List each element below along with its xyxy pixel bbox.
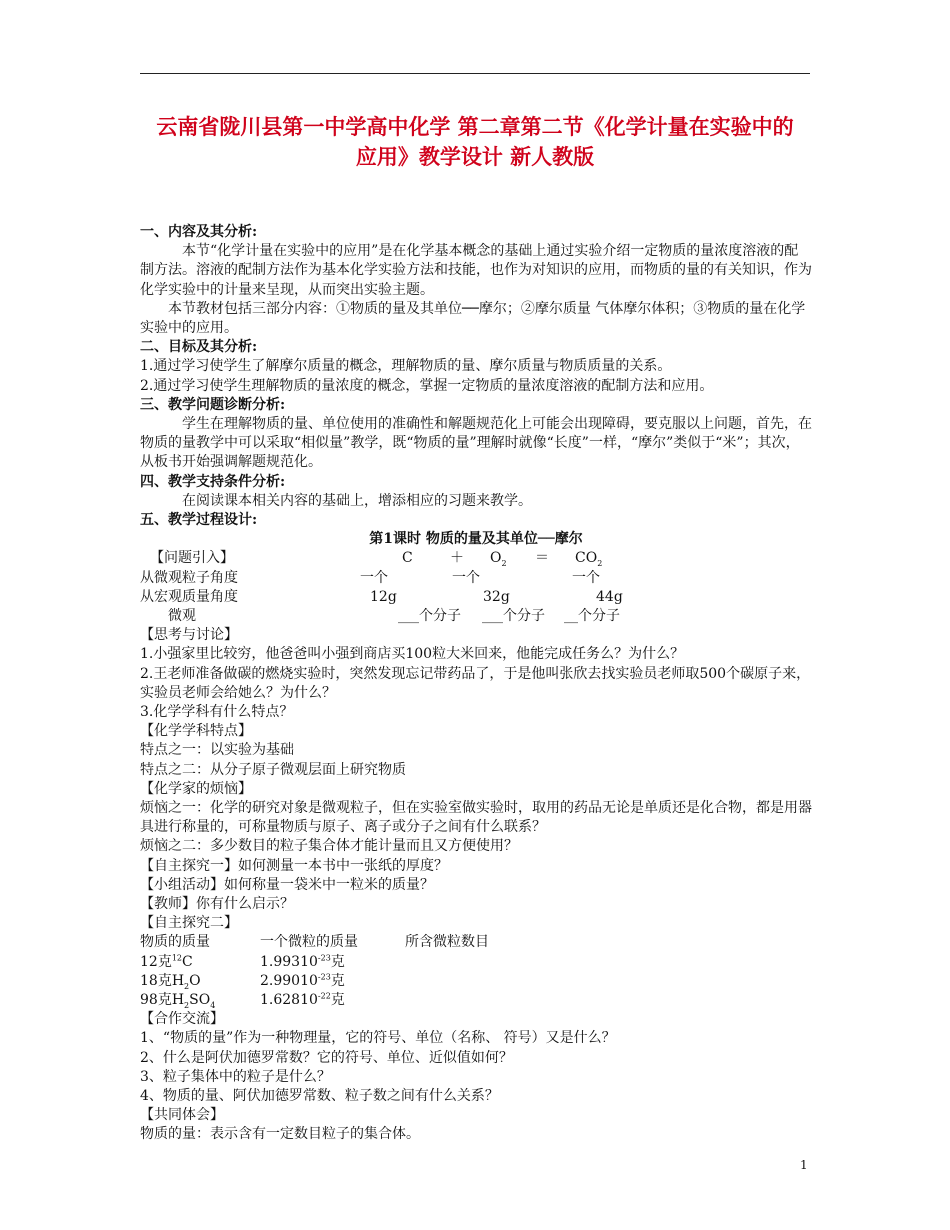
micro-row [140,569,812,588]
equation-row [140,549,812,568]
page-number: 1 [800,1158,808,1172]
table-header-particle-count: 所含微粒数目 [405,934,489,951]
section-1-paragraph-1: 本节“化学计量在实验中的应用”是在化学基本概念的基础上通过实验介绍一定物质的量浓度溶液的配制方法。溶液的配制方法作为基本化学实验方法和技能，也作为对知识的应用，而物质的量的有关知识，作为化学实验中的计量来呈现，从而突出实验主题。 [140,243,812,298]
cooperate-q2: 2、什么是阿伏加德罗常数？它的符号、单位、近似值如何？ [140,1049,513,1066]
micro-count-o2: ___个分子 [482,608,545,625]
table-row [140,953,812,972]
discussion-q3: 3.化学学科有什么特点？ [140,704,294,721]
micro-count-c: ___个分子 [398,608,461,625]
cooperate-q3: 3、粒子集体中的粒子是什么？ [140,1068,331,1085]
trouble-1: 烦恼之一：化学的研究对象是微观粒子，但在实验室做实验时，取用的药品无论是单质还是化合物，都是用器具进行称量的，可称量物质与原子、离子或分子之间有什么联系？ [140,800,812,836]
section-2-heading: 二、目标及其分析: [140,339,258,356]
summary-definition: 物质的量：表示含有一定数目粒子的集合体。 [140,1126,420,1143]
micro-count-row [140,607,812,626]
cooperate-q4: 4、物质的量、阿伏加德罗常数、粒子数之间有什么关系？ [140,1088,499,1105]
cooperate-heading: 【合作交流】 [140,1011,224,1028]
discussion-q2: 2.王老师准备做碳的燃烧实验时，突然发现忘记带药品了，于是他叫张欣去找实验员老师取500个碳原子来，实验员老师会给她么？为什么？ [140,665,811,701]
explore-2: 【自主探究二】 [140,915,238,932]
trouble-2: 烦恼之二：多少数目的粒子集合体才能计量而且又方便使用？ [140,838,518,855]
equation-co2: $CO_2$ [575,550,603,569]
section-3-paragraph: 学生在理解物质的量、单位使用的准确性和解题规范化上可能会出现障碍，要克服以上问题，首先，在物质的量教学中可以采取“相似量”教学，既“物质的量”理解时就像“长度”一样，“摩尔”类似于“米”；其次，从板书开始强调解题规范化。 [140,416,812,471]
equation-c: C [402,550,413,567]
table-row-2-mass: $2.99010^{-23}$克 [260,972,345,989]
summary-heading: 【共同体会】 [140,1107,224,1124]
section-1-heading: 一、内容及其分析: [140,224,258,240]
table-row-1-substance: 12克$^{12}$C [140,952,193,970]
macro-co2: 44g [596,588,623,605]
macro-label: 从宏观质量角度 [140,588,238,605]
goal-item-2: 2.通过学习使学生理解物质的量浓度的概念，掌握一定物质的量浓度溶液的配制方法和应用。 [140,377,714,394]
section-4-paragraph: 在阅读课本相关内容的基础上，增添相应的习题来教学。 [182,492,532,509]
title-line-1: 云南省陇川县第一中学高中化学 第二章第二节《化学计量在实验中的 [156,114,794,139]
discussion-heading: 【思考与讨论】 [140,627,238,644]
goal-item-1: 1.通过学习使学生了解摩尔质量的概念，理解物质的量、摩尔质量与物质质量的关系。 [140,358,672,375]
micro-count-co2: __个分子 [564,608,620,625]
document-body [140,223,812,1145]
cooperate-q1: 1、“物质的量”作为一种物理量，它的符号、单位（名称、 符号）又是什么？ [140,1030,616,1047]
section-5-heading: 五、教学过程设计: [140,512,258,529]
table-row [140,991,812,1010]
question-intro-label: 【问题引入】 [150,550,234,567]
document-title [140,112,810,172]
section-1-paragraph-2: 本节教材包括三部分内容：①物质的量及其单位──摩尔；②摩尔质量 气体摩尔体积；③物质的量在化学实验中的应用。 [140,300,806,337]
teacher-prompt: 【教师】你有什么启示？ [140,896,294,913]
table-header-mass: 物质的质量 [140,934,210,951]
section-3-heading: 三、教学问题诊断分析: [140,396,286,413]
macro-row [140,588,812,607]
macro-o2: 32g [483,588,510,605]
table-row-2-substance: 18克$H_2O$ [140,972,201,991]
section-4-heading: 四、教学支持条件分析: [140,473,286,490]
discussion-q1: 1.小强家里比较穷，他爸爸叫小强到商店买100粒大米回来，他能完成任务么？为什么？ [140,646,685,663]
table-row [140,972,812,991]
macro-c: 12g [370,588,397,605]
feature-2: 特点之二：从分子原子微观层面上研究物质 [140,761,406,778]
equation-o2: $O_2$ [490,550,507,569]
micro-o2: 一个 [452,569,480,586]
features-heading: 【化学学科特点】 [140,723,252,740]
micro-c: 一个 [360,569,388,586]
feature-1: 特点之一：以实验为基础 [140,742,294,759]
table-row-3-substance: 98克$H_2SO_4$ [140,992,216,1010]
troubles-heading: 【化学家的烦恼】 [140,780,252,797]
micro-count-label: 微观 [168,608,196,625]
equation-plus: ＋ [450,550,464,567]
header-rule [140,73,810,74]
micro-co2: 一个 [572,569,600,586]
lesson-title: 第1课时 物质的量及其单位──摩尔 [369,531,583,548]
table-row-1-mass: $1.99310^{-23}$克 [260,952,345,970]
micro-label: 从微观粒子角度 [140,569,238,586]
table-header-row [140,933,812,952]
title-line-2: 应用》教学设计 新人教版 [355,144,595,169]
explore-1: 【自主探究一】如何测量一本书中一张纸的厚度？ [140,857,448,874]
equation-equals: ＝ [535,550,549,567]
group-activity: 【小组活动】如何称量一袋米中一粒米的质量？ [140,876,434,893]
table-header-particle-mass: 一个微粒的质量 [260,934,358,951]
table-row-3-mass: $1.62810^{-22}$克 [260,991,345,1009]
